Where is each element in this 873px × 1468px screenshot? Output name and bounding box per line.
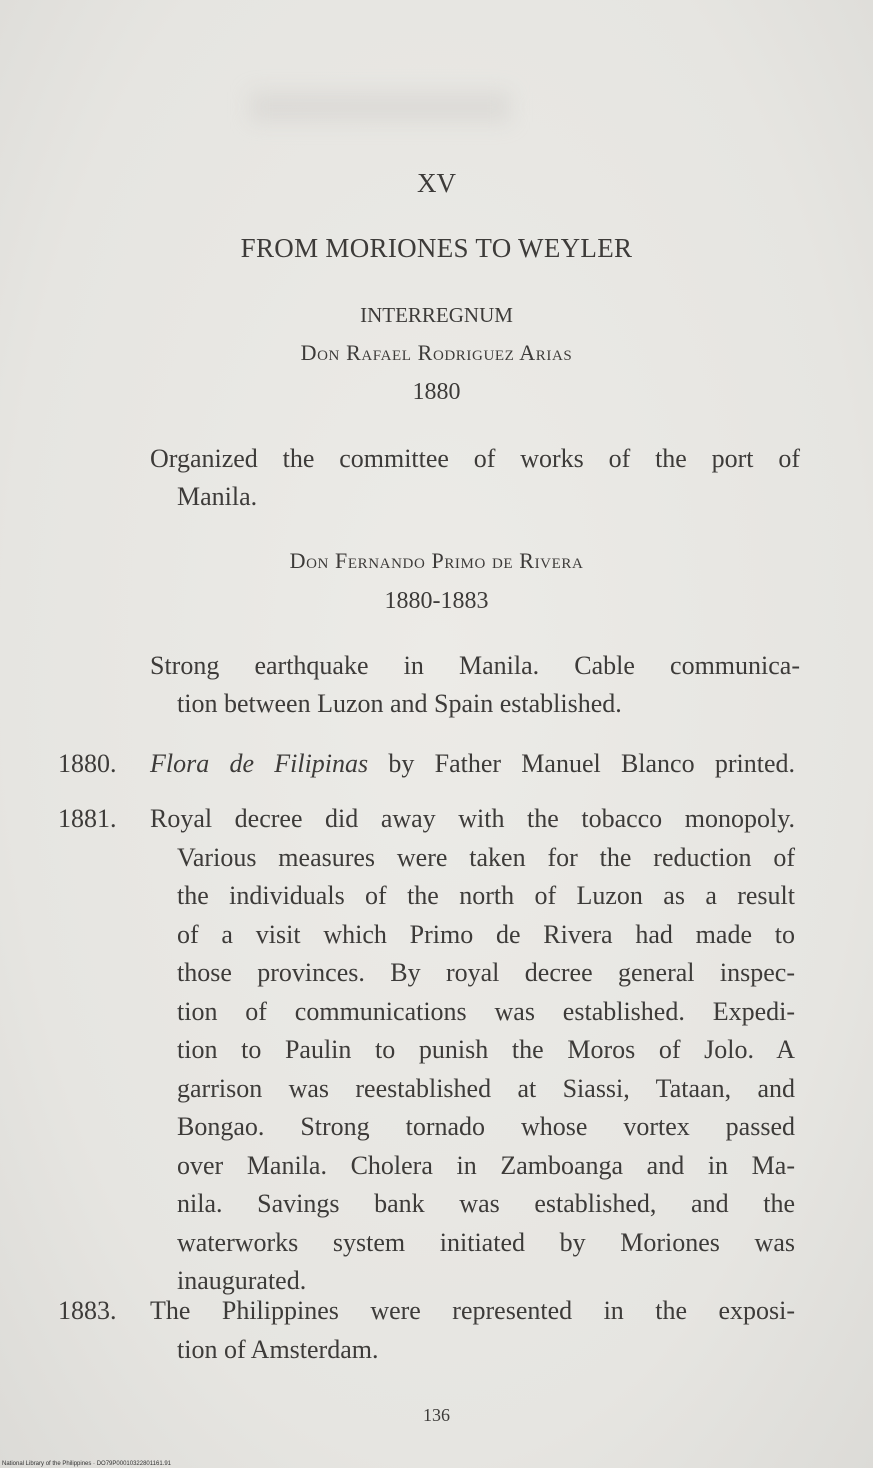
chronology-entry-1883	[58, 1292, 798, 1369]
entry-line: inaugurated.	[177, 1266, 307, 1295]
entry-year: 1880.	[58, 749, 117, 778]
entry-line: Royal decree did away with the tobacco monopoly.	[150, 804, 795, 833]
ruler-name-rivera: Don Fernando Primo de Rivera	[289, 548, 584, 573]
entry-year: 1883.	[58, 1296, 117, 1325]
entry-line: garrison was reestablished at Siassi, Tataan, and	[177, 1073, 795, 1103]
book-title: Flora de Filipinas	[150, 749, 369, 778]
entry-line: Bongao. Strong tornado whose vortex passed	[177, 1112, 795, 1141]
page-number: 136	[423, 1405, 450, 1425]
entry-line: tion of communications was established. Expedi-	[177, 996, 795, 1026]
entry-line: The Philippines were represented in the exposi-	[150, 1296, 795, 1325]
entry-line: waterworks system initiated by Moriones was	[177, 1227, 795, 1257]
paragraph-line: Organized the committee of works of the port of	[150, 444, 800, 473]
ruler-years-arias: 1880	[412, 379, 461, 405]
paragraph-line: Manila.	[177, 482, 258, 511]
chapter-title: FROM MORIONES TO WEYLER	[240, 233, 633, 263]
entry-line: over Manila. Cholera in Zamboanga and in Ma-	[177, 1150, 795, 1180]
entry-line: the individuals of the north of Luzon as a result	[177, 881, 795, 910]
interregnum-label: INTERREGNUM	[360, 303, 513, 327]
ruler-name-arias: Don Rafael Rodriguez Arias	[300, 340, 573, 365]
entry-line: of a visit which Primo de Rivera had made to	[177, 919, 795, 949]
arias-paragraph	[150, 440, 800, 516]
paragraph-line: tion between Luzon and Spain established.	[177, 689, 622, 718]
entry-line: tion of Amsterdam.	[177, 1334, 379, 1364]
entry-year: 1881.	[58, 804, 117, 833]
paragraph-line: Strong earthquake in Manila. Cable communica-	[150, 651, 800, 680]
ruler-years-rivera: 1880-1883	[384, 588, 489, 614]
entry-line: nila. Savings bank was established, and the	[177, 1189, 795, 1218]
bleed-through-text	[250, 92, 510, 122]
entry-text: by Father Manuel Blanco printed.	[368, 749, 795, 778]
rivera-paragraph	[150, 647, 800, 723]
scan-footer: National Library of the Philippines · DO79P00010322801161.91	[2, 1461, 172, 1467]
entry-line: tion to Paulin to punish the Moros of Jolo. A	[177, 1035, 795, 1064]
chapter-number: XV	[417, 168, 456, 198]
entry-line	[150, 745, 795, 784]
chronology-entry-1881	[58, 800, 798, 1301]
entry-line: Various measures were taken for the reduction of	[177, 842, 795, 872]
chronology-entry-1880	[58, 745, 798, 784]
entry-line: those provinces. By royal decree general inspec-	[177, 958, 795, 987]
